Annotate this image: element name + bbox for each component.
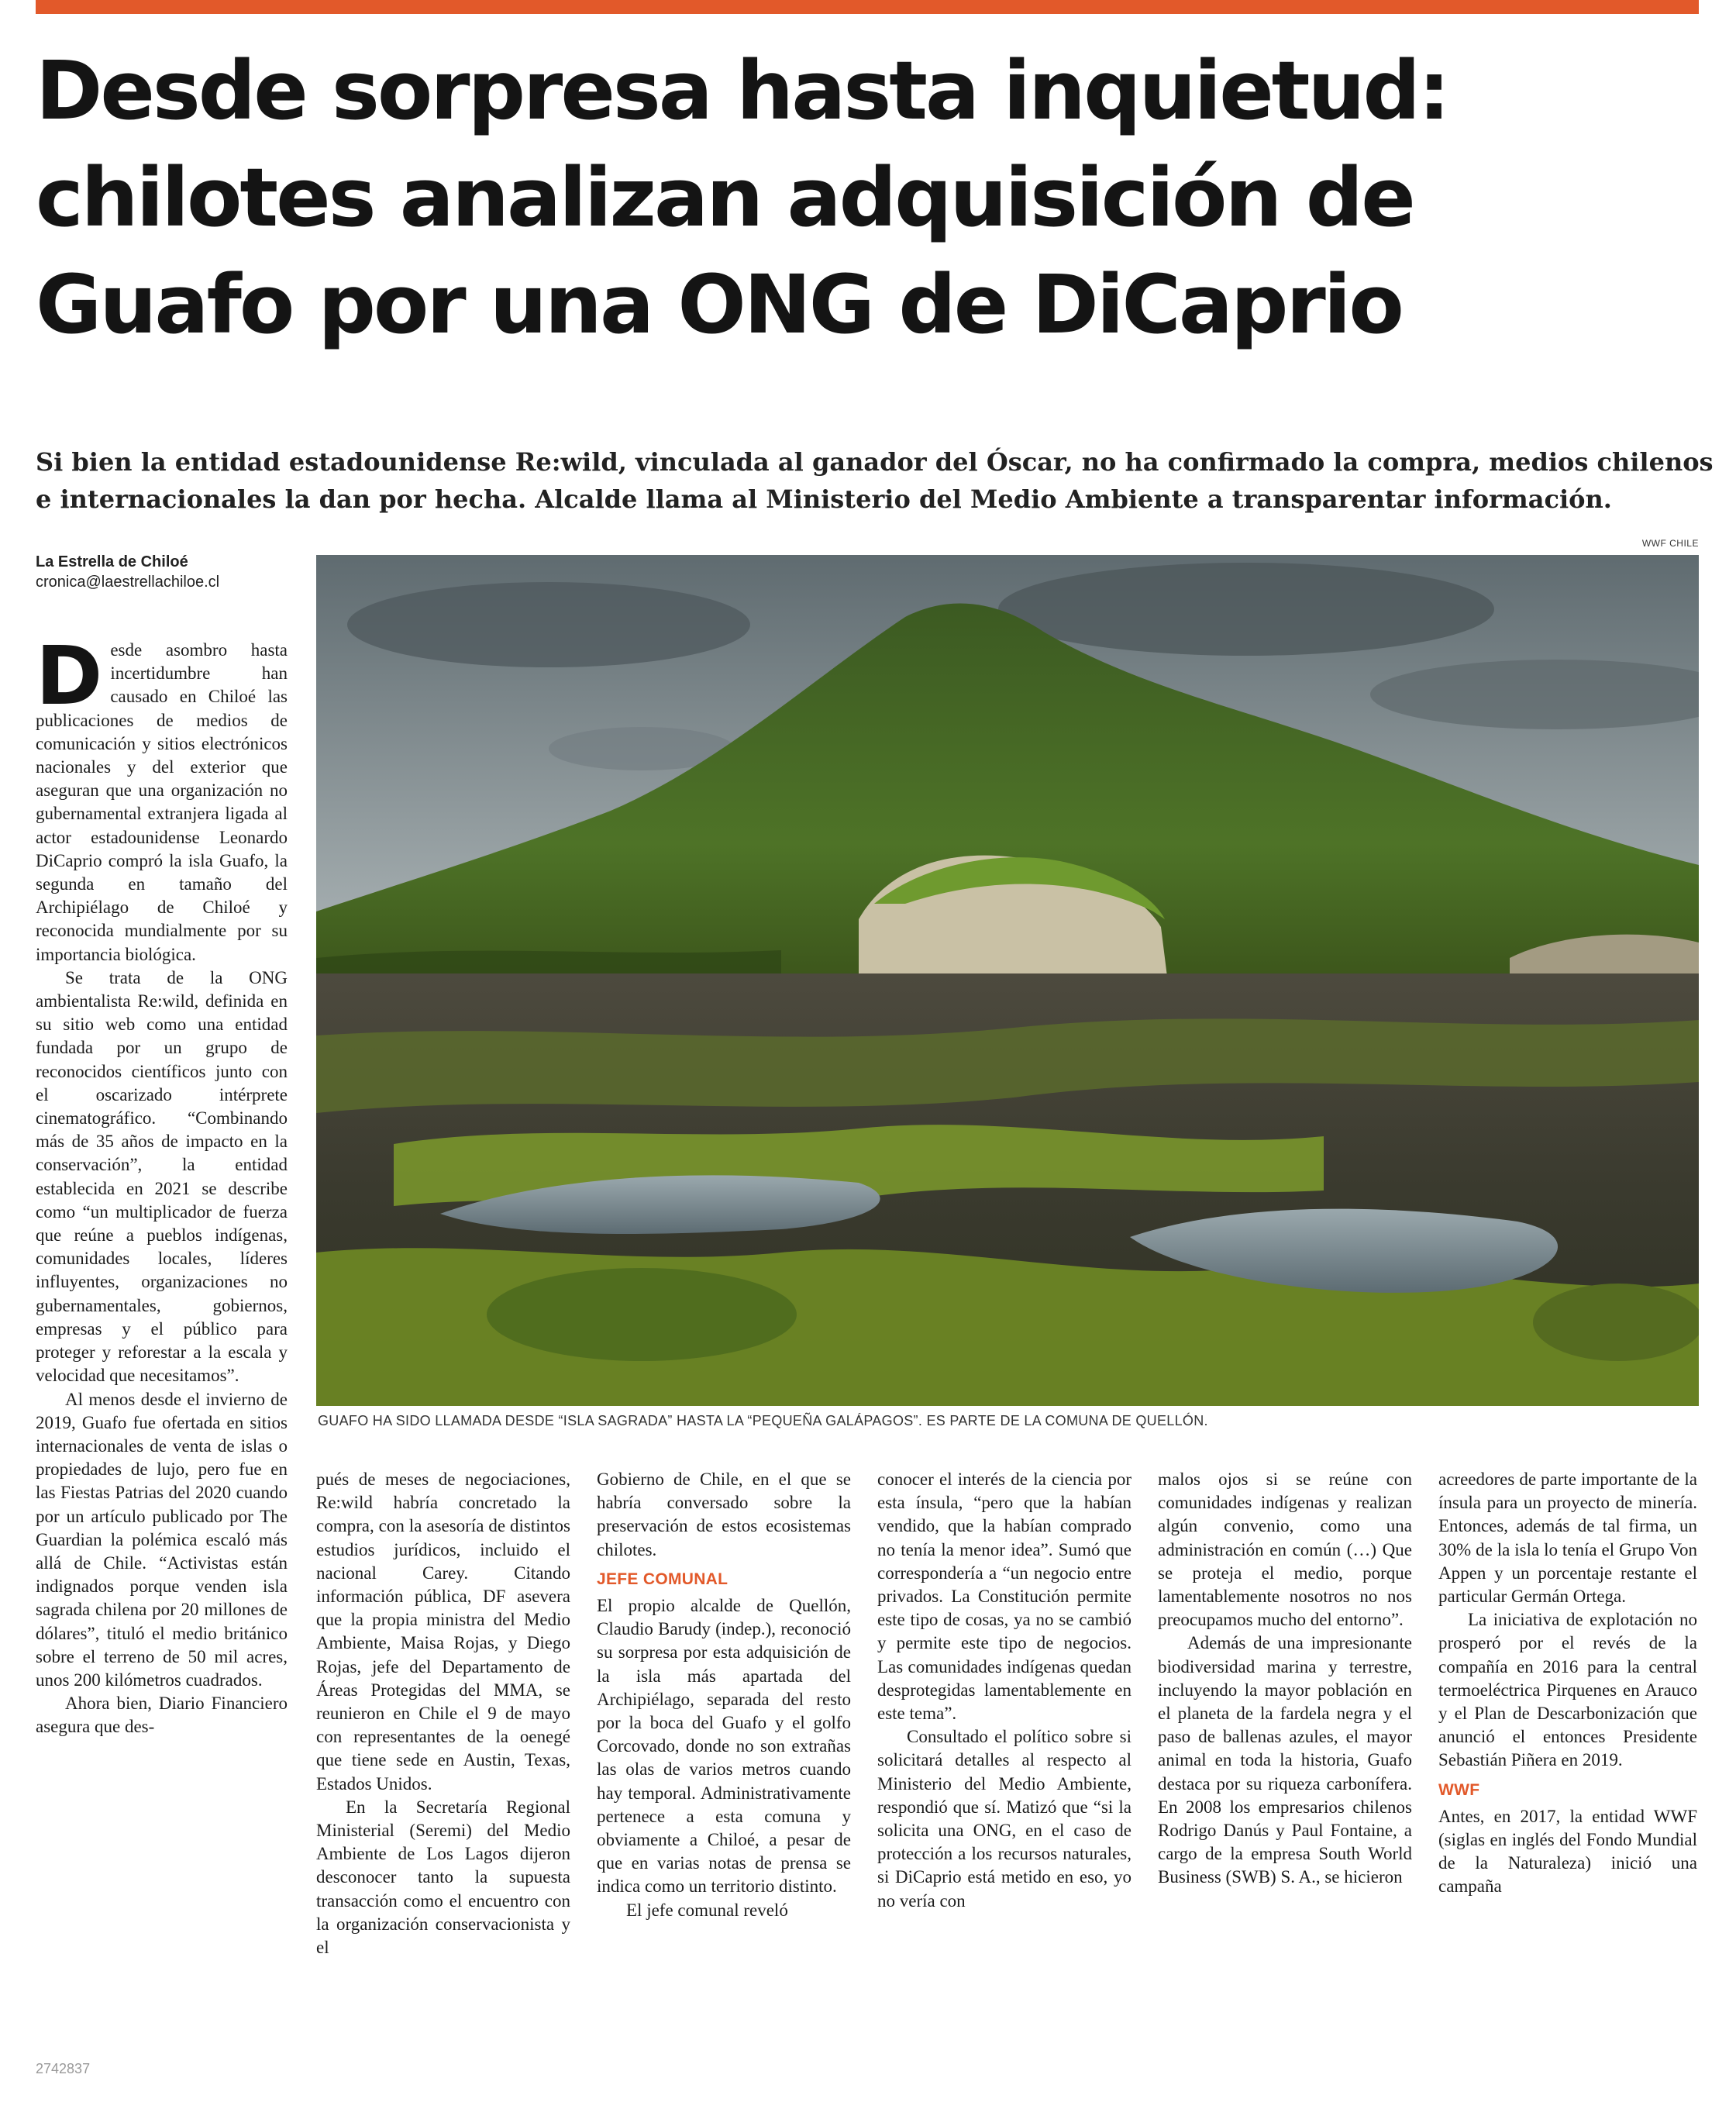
deck-line-2: e internacionales la dan por hecha. Alcalde llama al Ministerio del Medio Ambiente a transparentar información. (36, 484, 1612, 514)
paragraph-7: Gobierno de Chile, en el que se habría conversado sobre la preservación de estos ecosistemas chilotes. (597, 1470, 851, 1559)
paragraph-12: malos ojos si se reúne con comunidades indígenas y realizan algún convenio, como una administración en común (…) Que se proteja el medio, porque lamentablemente nosotros no nos preocupamos mucho del entorno”. (1158, 1470, 1412, 1630)
paragraph-9: El jefe comunal reveló (626, 1900, 788, 1920)
paragraph-16: Antes, en 2017, la entidad WWF (siglas en inglés del Fondo Mundial de la Naturaleza) inició una campaña (1438, 1806, 1697, 1897)
article-column-1 (36, 629, 288, 1739)
page-id: 2742837 (36, 2061, 91, 2076)
paragraph-8: El propio alcalde de Quellón, Claudio Barudy (indep.), reconoció su sorpresa por esta adquisición de la isla más apartada del Archipiélago, separada del resto por la boca del Guafo y el golfo Corcovado, donde no son extrañas las olas de varios metros cuando hay temporal. Administrativamente pertenece a esta comuna y obviamente a Chiloé, a pesar de que en varias notas de prensa se indica como un territorio distinto. (597, 1596, 851, 1897)
byline (36, 552, 299, 592)
byline-email: cronica@laestrellachiloe.cl (36, 574, 220, 591)
paragraph-15: La iniciativa de explotación no prosperó por el revés de la compañía en 2016 para la central termoeléctrica Pirquenes en Arauco y el Plan de Descarbonización que anunció el entonces Presidente Sebastián Piñera en 2019. (1438, 1610, 1697, 1770)
paragraph-4: Ahora bien, Diario Financiero asegura que des- (36, 1694, 288, 1737)
article-column-6 (1438, 1468, 1697, 1899)
top-accent-bar (36, 0, 1699, 14)
photo-credit: WWF CHILE (1641, 538, 1699, 549)
paragraph-6: En la Secretaría Regional Ministerial (Seremi) del Medio Ambiente de Los Lagos dijeron desconocer tanto la supuesta transacción como el encuentro con la organización conservacionista y el (316, 1797, 570, 1958)
paragraph-2: Se trata de la ONG ambientalista Re:wild, definida en su sitio web como una entidad fundada por un grupo de reconocidos científicos junto con el oscarizado intérprete cinematográfico. “Combinando más de 35 años de impacto en la conservación”, la entidad establecida en 2021 se describe como “un multiplicador de fuerza que reúne a pueblos indígenas, comunidades locales, líderes influyentes, organizaciones no gubernamentales, gobiernos, empresas y el público para proteger y reforestar a la escala y velocidad que necesitamos”. (36, 967, 288, 1386)
article-photo (316, 555, 1699, 1406)
subhead-wwf: WWF (1438, 1780, 1480, 1799)
paragraph-5: pués de meses de negociaciones, Re:wild habría concretado la compra, con la asesoría de distintos estudios jurídicos, incluido el nacional Carey. Citando información pública, DF asevera que la propia ministra del Medio Ambiente, Maisa Rojas, y Diego Rojas, jefe del Departamento de Áreas Protegidas del MMA, se reunieron en Chile el 9 de mayo con representantes de la oenegé que tiene sede en Austin, Texas, Estados Unidos. (316, 1470, 570, 1794)
article-column-4 (877, 1468, 1132, 1913)
article-column-5 (1158, 1468, 1412, 1890)
headline-line-1: Desde sorpresa hasta inquietud: (36, 43, 1448, 138)
article-column-2 (316, 1468, 570, 1959)
byline-source: La Estrella de Chiloé (36, 553, 188, 570)
subhead-jefe-comunal: JEFE COMUNAL (597, 1570, 728, 1588)
deck-line-1: Si bien la entidad estadounidense Re:wild, vinculada al ganador del Óscar, no ha confirmado la compra, medios chilenos (36, 447, 1714, 477)
deck-subtitle (36, 443, 1714, 518)
photo-caption: GUAFO HA SIDO LLAMADA DESDE “ISLA SAGRADA” HASTA LA “PEQUEÑA GALÁPAGOS”. ES PARTE DE LA COMUNA DE QUELLÓN. (318, 1413, 1208, 1428)
headline-line-3: Guafo por una ONG de DiCaprio (36, 257, 1402, 352)
paragraph-11: Consultado el político sobre si solicitará detalles al respecto al Ministerio del Medio Ambiente, respondió que sí. Matizó que “si la solicita una ONG, en el caso de protección a los recursos naturales, si DiCaprio está metido en eso, yo no vería con (877, 1727, 1132, 1911)
article-column-3 (597, 1468, 851, 1922)
headline-line-2: chilotes analizan adquisición de (36, 150, 1414, 245)
landscape-illustration (316, 555, 1699, 1406)
paragraph-3: Al menos desde el invierno de 2019, Guafo fue ofertada en sitios internacionales de venta de islas o propiedades de lujo, pero fue en las Fiestas Patrias del 2020 cuando por un artículo publicado por The Guardian la polémica escaló más allá de Chile. “Activistas están indignados porque venden isla sagrada chilena por 20 millones de dólares”, tituló el medio británico sobre el terreno de 50 mil acres, unos 200 kilómetros cuadrados. (36, 1389, 288, 1690)
paragraph-13: Además de una impresionante biodiversidad marina y terrestre, incluyendo la mayor población en el planeta de la fardela negra y el paso de ballenas azules, el mayor animal en toda la historia, Guafo destaca por su riqueza carbonífera. En 2008 los empresarios chilenos Rodrigo Danús y Paul Fontaine, a cargo de la empresa South World Business (SWB) S. A., se hicieron (1158, 1633, 1412, 1887)
paragraph-10: conocer el interés de la ciencia por esta ínsula, “pero que la habían vendido, que la habían comprado no tenía la menor idea”. Sumó que correspondería a “un negocio entre privados. La Constitución permite este tipo de cosas, ya no se cambió y permite este tipo de negocios. Las comunidades indígenas quedan desprotegidas lamentablemente en este tema”. (877, 1470, 1132, 1724)
drop-cap: D (36, 629, 103, 723)
paragraph-14: acreedores de parte importante de la ínsula para un proyecto de minería. Entonces, además de tal firma, un 30% de la isla lo tenía el Grupo Von Appen y un porcentaje restante el particular Germán Ortega. (1438, 1470, 1697, 1607)
paragraph-1: esde asombro hasta incertidumbre han causado en Chiloé las publicaciones de medios de comunicación y sitios electrónicos nacionales y del exterior que aseguran que una organización no gubernamental extranjera ligada al actor estadounidense Leonardo DiCaprio compró la isla Guafo, la segunda en tamaño del Archipiélago de Chiloé y reconocida mundialmente por su importancia biológica. (36, 640, 288, 964)
headline (36, 37, 1710, 358)
